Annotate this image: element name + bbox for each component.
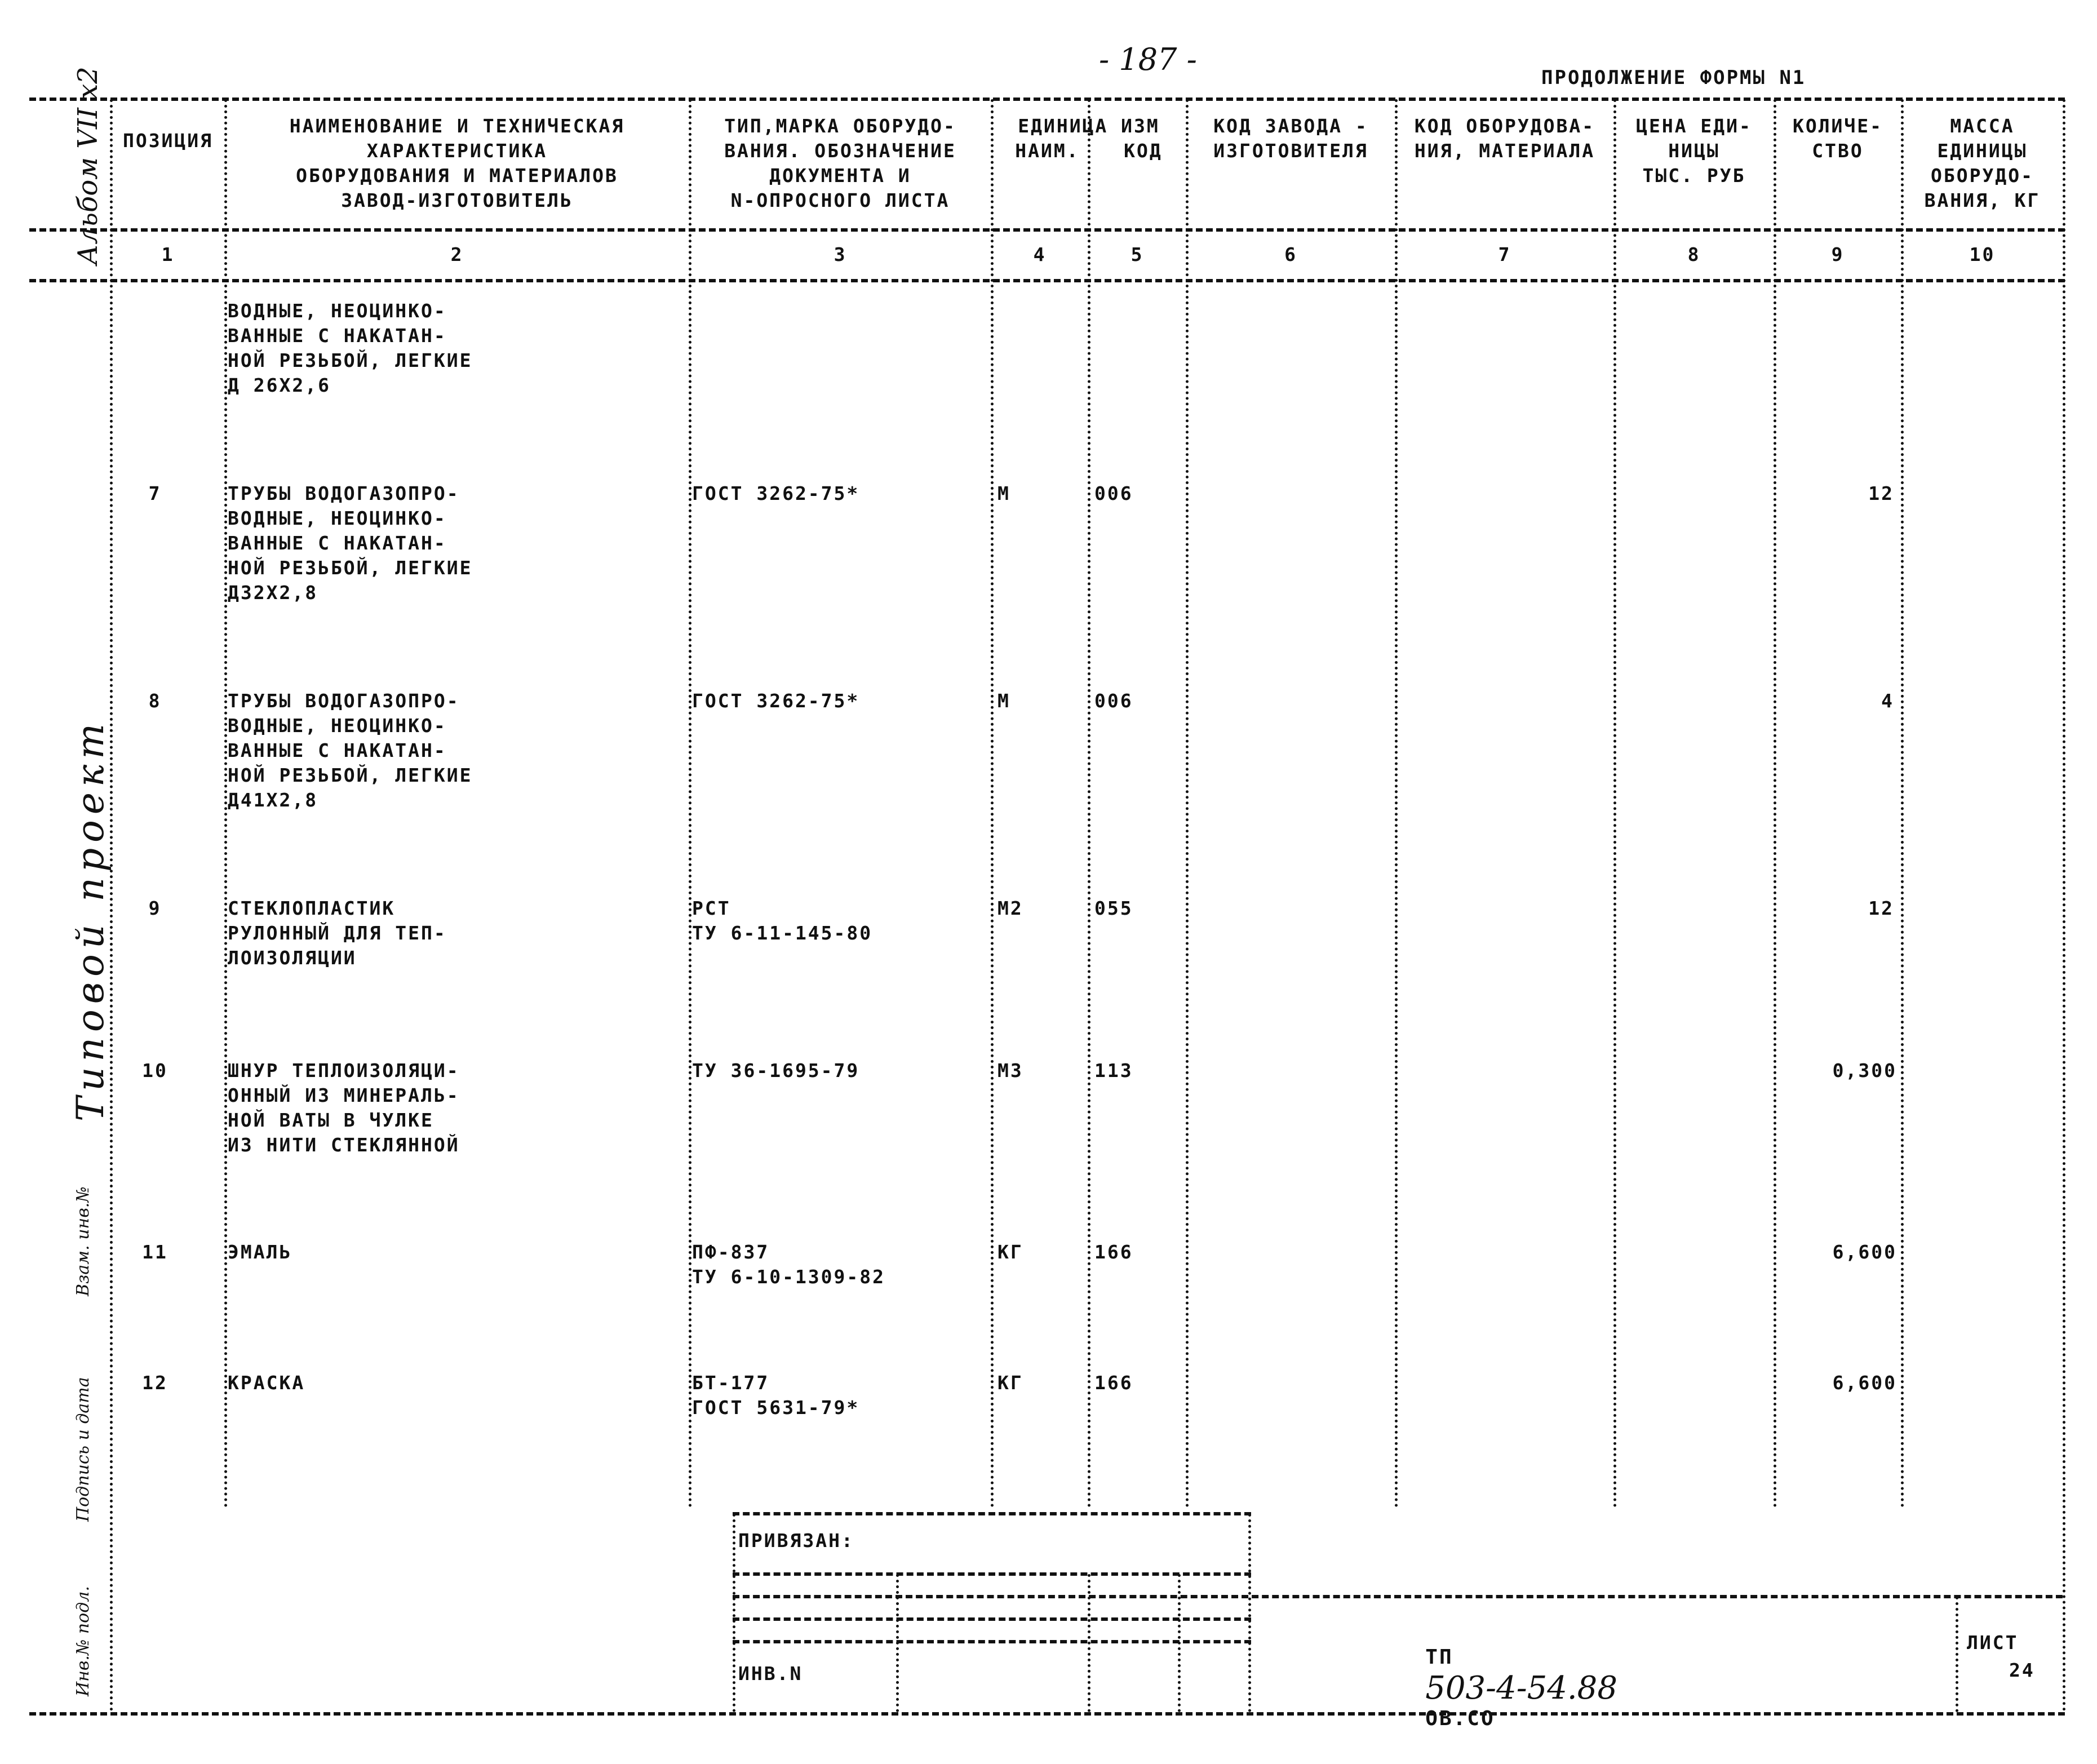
row-quantity: 6,600 [1832,1241,1897,1263]
stamp-divider [1956,1597,1958,1712]
row-position: 12 [142,1372,168,1394]
col-divider-3 [991,99,994,1508]
col-divider-4 [1088,99,1090,1508]
col-number: 2 [450,243,464,265]
row-code: 166 [1094,1372,1133,1394]
row-unit: М3 [997,1060,1023,1082]
row-quantity: 12 [1868,897,1894,919]
row-document: ГОСТ 3262-75* [692,482,860,504]
row-position: 9 [148,897,162,919]
col-number: 6 [1284,243,1297,265]
stamp-divider [1248,1514,1251,1712]
col-divider-9 [1901,99,1904,1508]
row-name: КРАСКА [228,1372,305,1394]
stamp-divider [1178,1574,1181,1712]
stamp-divider [896,1574,899,1712]
row-unit: КГ [997,1241,1023,1263]
row-position: 11 [142,1241,168,1263]
col-number: 9 [1831,243,1845,265]
row-code: 113 [1094,1060,1133,1082]
row-document: ТУ 36-1695-79 [692,1060,860,1082]
row-unit: М2 [997,897,1023,919]
row-name: СТЕКЛОПЛАСТИК РУЛОННЫЙ ДЛЯ ТЕП- ЛОИЗОЛЯЦИИ [228,897,447,969]
header-col-3: ТИП,МАРКА ОБОРУДО- ВАНИЯ. ОБОЗНАЧЕНИЕ ДОКУМЕНТА И N-ОПРОСНОГО ЛИСТА [724,115,956,211]
row-name: ТРУБЫ ВОДОГАЗОПРО- ВОДНЫЕ, НЕОЦИНКО- ВАННЫЕ С НАКАТАН- НОЙ РЕЗЬБОЙ, ЛЕГКИЕ Д32Х2,8 [228,482,473,604]
header-col-10: МАССА ЕДИНИЦЫ ОБОРУДО- ВАНИЯ, КГ [1924,115,2041,211]
row-document: ГОСТ 3262-75* [692,690,860,712]
col-number: 3 [834,243,847,265]
row-quantity: 12 [1868,482,1894,504]
header-col-2: НАИМЕНОВАНИЕ И ТЕХНИЧЕСКАЯ ХАРАКТЕРИСТИКА ОБОРУДОВАНИЯ И МАТЕРИАЛОВ ЗАВОД-ИЗГОТОВИТЕЛЬ [289,115,625,211]
album-label: Альбом VII х2 [72,67,104,265]
sheet-label: ЛИСТ [1967,1632,2019,1654]
stamp-divider [1088,1574,1090,1712]
row-name: ЭМАЛЬ [228,1241,292,1263]
row-document: РСТ ТУ 6-11-145-80 [692,897,873,944]
col-number: 1 [161,243,175,265]
row-name: ВОДНЫЕ, НЕОЦИНКО- ВАННЫЕ С НАКАТАН- НОЙ РЕЗЬБОЙ, ЛЕГКИЕ Д 26Х2,6 [228,300,473,396]
stamp-bound-label: ПРИВЯЗАН: [738,1530,854,1552]
header-col-8: ЦЕНА ЕДИ- НИЦЫ ТЫС. РУБ [1636,115,1752,187]
table-right-edge [2063,99,2065,1712]
col-divider-6 [1395,99,1398,1508]
row-code: 055 [1094,897,1133,919]
row-quantity: 0,300 [1832,1060,1897,1082]
row-unit: М [997,690,1010,712]
header-col-7: КОД ОБОРУДОВА- НИЯ, МАТЕРИАЛА [1414,115,1595,162]
header-col-6: КОД ЗАВОДА - ИЗГОТОВИТЕЛЯ [1213,115,1368,162]
page-number: - 187 - [1099,42,1197,77]
row-code: 166 [1094,1241,1133,1263]
header-col-1: ПОЗИЦИЯ [122,130,214,152]
table-top-rule [29,97,2065,101]
stamp-inv-label: ИНВ.N [738,1663,803,1685]
table-bottom-rule [29,1712,2065,1716]
stamp-rule [733,1617,1251,1621]
col-number: 7 [1498,243,1511,265]
header-col-4-5: ЕДИНИЦА ИЗМ НАИМ. КОД [1015,115,1163,162]
row-code: 006 [1094,690,1133,712]
col-number: 8 [1687,243,1701,265]
row-unit: М [997,482,1010,504]
stamp-replaces: Взам. инв.№ [73,1186,93,1296]
stamp-inv-orig: Инв.№ подл. [73,1586,93,1696]
col-number: 5 [1130,243,1144,265]
row-position: 10 [142,1060,168,1082]
col-divider-1 [224,99,227,1508]
col-divider-5 [1186,99,1189,1508]
col-divider-2 [689,99,691,1508]
header-col-9: КОЛИЧЕ- СТВО [1792,115,1883,162]
stamp-rule [733,1640,1251,1643]
row-position: 7 [148,482,162,504]
sheet-number: 24 [2009,1659,2035,1681]
column-numbers-rule [29,279,2065,282]
row-quantity: 4 [1881,690,1894,712]
stamp-divider [733,1514,735,1712]
row-quantity: 6,600 [1832,1372,1897,1394]
stamp-rule [733,1595,2063,1598]
col-number: 10 [1969,243,1996,265]
header-bottom-rule [29,228,2065,232]
row-document: ПФ-837 ТУ 6-10-1309-82 [692,1241,886,1288]
stamp-sign-date: Подпись и дата [73,1377,93,1522]
row-position: 8 [148,690,162,712]
stamp-rule [733,1572,1251,1576]
row-code: 006 [1094,482,1133,504]
stamp-top-rule [733,1512,1251,1515]
row-name: ТРУБЫ ВОДОГАЗОПРО- ВОДНЫЕ, НЕОЦИНКО- ВАННЫЕ С НАКАТАН- НОЙ РЕЗЬБОЙ, ЛЕГКИЕ Д41Х2,8 [228,690,473,811]
col-number: 4 [1033,243,1047,265]
row-unit: КГ [997,1372,1023,1394]
row-document: БТ-177 ГОСТ 5631-79* [692,1372,860,1419]
col-divider-8 [1774,99,1776,1508]
row-name: ШНУР ТЕПЛОИЗОЛЯЦИ- ОННЫЙ ИЗ МИНЕРАЛЬ- НОЙ ВАТЫ В ЧУЛКЕ ИЗ НИТИ СТЕКЛЯННОЙ [228,1060,460,1156]
document-code: ТП 503-4-54.88 ОВ.СО [1425,1646,1617,1730]
continuation-label: ПРОДОЛЖЕНИЕ ФОРМЫ N1 [1541,67,1806,89]
col-divider-7 [1613,99,1616,1508]
project-label: Типовой проект [69,718,112,1122]
